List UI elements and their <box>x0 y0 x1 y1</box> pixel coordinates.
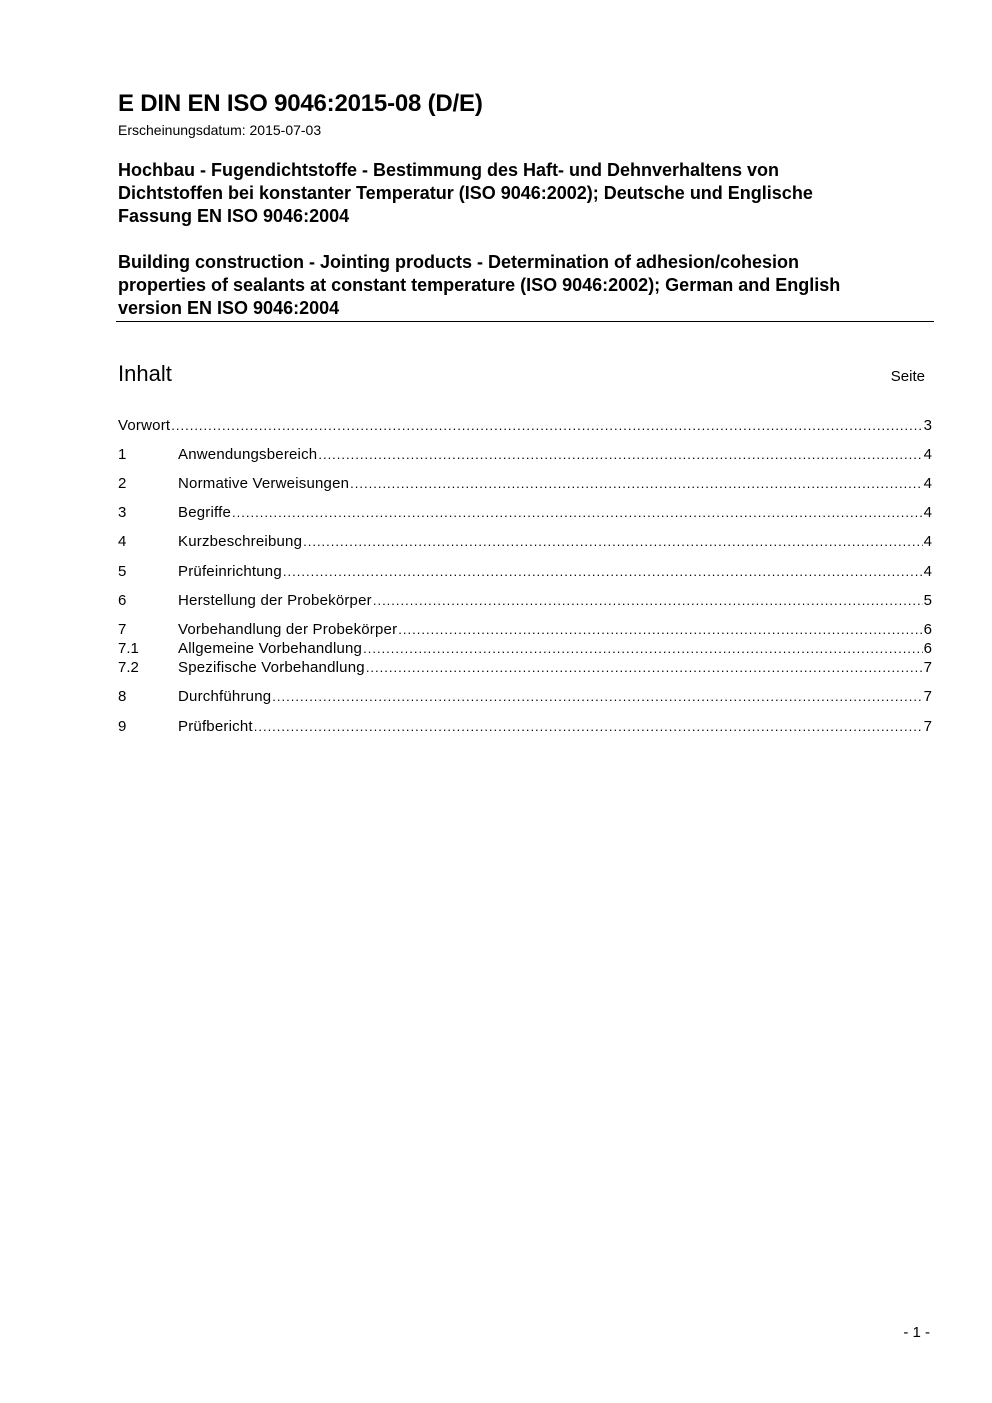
toc-entry-7[interactable] <box>118 620 932 640</box>
toc-entry-9[interactable] <box>118 717 932 737</box>
toc-entry-3[interactable] <box>118 503 932 523</box>
toc-entry-page: 7 <box>923 718 932 735</box>
toc-entry-page: 7 <box>923 659 932 676</box>
publication-date: Erscheinungsdatum: 2015-07-03 <box>118 122 322 138</box>
title-german-line: Fassung EN ISO 9046:2004 <box>118 206 350 226</box>
toc-entry-number: 7 <box>118 621 127 638</box>
toc-entry-title: Allgemeine Vorbehandlung <box>178 640 363 657</box>
toc-entry-number: 6 <box>118 592 127 609</box>
toc-entry-title: Vorwort <box>118 417 171 434</box>
toc-dot-leader <box>366 658 923 678</box>
document-id: E DIN EN ISO 9046:2015-08 (D/E) <box>118 90 483 117</box>
toc-entry-number: 1 <box>118 446 127 463</box>
toc-dot-leader <box>254 717 923 737</box>
toc-entry-title: Prüfbericht <box>178 718 253 735</box>
toc-dot-leader <box>363 639 923 659</box>
toc-dot-leader <box>350 474 923 494</box>
toc-entry-6[interactable] <box>118 591 932 611</box>
toc-entry-4[interactable] <box>118 532 932 552</box>
toc-entry-title: Kurzbeschreibung <box>178 533 303 550</box>
toc-dot-leader <box>303 532 923 552</box>
title-english-line: Building construction - Jointing products - Determination of adhesion/cohesion <box>118 252 800 272</box>
toc-entry-1[interactable] <box>118 445 932 465</box>
title-english <box>118 251 938 320</box>
toc-entry-page: 4 <box>923 475 932 492</box>
toc-entry-5[interactable] <box>118 562 932 582</box>
toc-dot-leader <box>171 416 922 436</box>
toc-entry-number: 2 <box>118 475 127 492</box>
toc-entry-2[interactable] <box>118 474 932 494</box>
toc-dot-leader <box>283 562 923 582</box>
toc-entry-8[interactable] <box>118 687 932 707</box>
toc-entry-number: 5 <box>118 563 127 580</box>
toc-entry-number: 7.1 <box>118 640 139 657</box>
toc-entry-title: Prüfeinrichtung <box>178 563 282 580</box>
toc-entry-page: 6 <box>923 640 932 657</box>
title-english-line: version EN ISO 9046:2004 <box>118 298 340 318</box>
toc-entry-title: Normative Verweisungen <box>178 475 350 492</box>
toc-entry-page: 3 <box>923 417 932 434</box>
toc-entry-7-1[interactable] <box>118 639 932 659</box>
header-divider <box>116 321 934 322</box>
toc-entry-number: 9 <box>118 718 127 735</box>
toc-entry-title: Herstellung der Probekörper <box>178 592 372 609</box>
toc-entry-number: 7.2 <box>118 659 139 676</box>
title-german-line: Dichtstoffen bei konstanter Temperatur (ISO 9046:2002); Deutsche und Englische <box>118 183 813 203</box>
toc-dot-leader <box>272 687 922 707</box>
toc-entry-number: 8 <box>118 688 127 705</box>
toc-entry-title: Durchführung <box>178 688 272 705</box>
toc-entry-page: 4 <box>923 563 932 580</box>
toc-entry-number: 3 <box>118 504 127 521</box>
toc-entry-page: 4 <box>923 533 932 550</box>
title-german <box>118 159 938 228</box>
toc-entry-7-2[interactable] <box>118 658 932 678</box>
toc-entry-title: Vorbehandlung der Probekörper <box>178 621 398 638</box>
page-number: - 1 - <box>903 1324 930 1341</box>
toc-entry-page: 4 <box>923 446 932 463</box>
toc-entry-number: 4 <box>118 533 127 550</box>
toc-entry-title: Spezifische Vorbehandlung <box>178 659 365 676</box>
toc-entry-title: Anwendungsbereich <box>178 446 318 463</box>
toc-entry-title: Begriffe <box>178 504 232 521</box>
toc-entry-page: 7 <box>923 688 932 705</box>
toc-dot-leader <box>373 591 923 611</box>
toc-entry-page: 4 <box>923 504 932 521</box>
toc-dot-leader <box>232 503 923 523</box>
toc-dot-leader <box>398 620 922 640</box>
toc-dot-leader <box>318 445 922 465</box>
title-german-line: Hochbau - Fugendichtstoffe - Bestimmung des Haft- und Dehnverhaltens von <box>118 160 780 180</box>
toc-entry-page: 6 <box>923 621 932 638</box>
toc-entry-vorwort[interactable] <box>118 416 932 436</box>
toc-heading: Inhalt <box>118 361 172 386</box>
toc-entry-page: 5 <box>923 592 932 609</box>
title-english-line: properties of sealants at constant temperature (ISO 9046:2002); German and English <box>118 275 841 295</box>
toc-page-label: Seite <box>890 368 925 385</box>
